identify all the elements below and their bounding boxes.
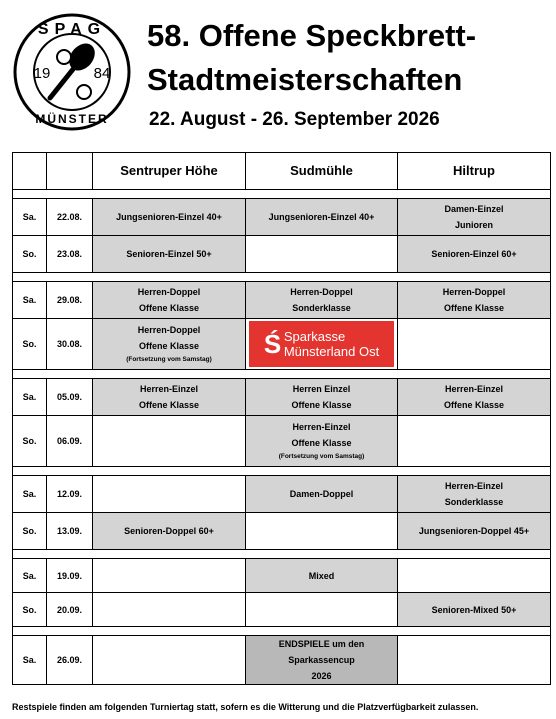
logo-letters-bottom: MÜNSTER [35, 112, 109, 126]
header-row [13, 153, 551, 190]
event-dates: 22. August - 26. September 2026 [149, 109, 440, 130]
club-logo [12, 12, 132, 132]
sparkasse-s-icon: Ś [263, 329, 282, 359]
table-row: So. 23.08. Senioren-Einzel 50+ Senioren-Einzel 60+ [13, 236, 551, 273]
table-row: So. 30.08. Herren-Doppel Offene Klasse (Fortsetzung vom Samstag) Ś Sparkasse Münsterland Ost [13, 319, 551, 370]
sponsor-cell [246, 319, 398, 370]
title-line-2: Stadtmeisterschaften [147, 62, 463, 97]
logo-year-left: 19 [33, 65, 51, 82]
table-row: Sa. 12.09. Damen-Doppel Herren-Einzel Sonderklasse [13, 476, 551, 513]
table-row: Sa. 29.08. Herren-Doppel Offene Klasse Herren-Doppel Sonderklasse Herren-Doppel Offene Klasse [13, 282, 551, 319]
sponsor-line-1: Sparkasse [283, 329, 346, 344]
schedule-table [12, 152, 551, 685]
table-row: So. 13.09. Senioren-Doppel 60+ Jungsenioren-Doppel 45+ [13, 513, 551, 550]
venue-1: Sentruper Höhe [93, 153, 246, 190]
table-row: So. 20.09. Senioren-Mixed 50+ [13, 593, 551, 627]
table-row: Sa. 22.08. Jungsenioren-Einzel 40+ Jungsenioren-Einzel 40+ Damen-Einzel Junioren [13, 199, 551, 236]
sponsor-line-2: Münsterland Ost [283, 344, 380, 359]
table-row: So. 06.09. Herren-Einzel Offene Klasse (Fortsetzung vom Samstag) [13, 416, 551, 467]
logo-letters-top: SPAG [37, 21, 107, 38]
venue-3: Hiltrup [398, 153, 551, 190]
table-row: Sa. 26.09. ENDSPIELE um den Sparkassencup 2026 [13, 636, 551, 685]
table-row: Sa. 05.09. Herren-Einzel Offene Klasse Herren Einzel Offene Klasse Herren-Einzel Offene Klasse [13, 379, 551, 416]
sponsor-logo [249, 321, 394, 367]
title-line-1: 58. Offene Speckbrett- [147, 18, 477, 53]
table-row: Sa. 19.09. Mixed [13, 559, 551, 593]
footer-note: Restspiele finden am folgenden Turniertag statt, sofern es die Witterung und die Platzverfügbarkeit zulassen. [12, 702, 479, 712]
venue-2: Sudmühle [246, 153, 398, 190]
logo-year-right: 84 [93, 65, 111, 82]
